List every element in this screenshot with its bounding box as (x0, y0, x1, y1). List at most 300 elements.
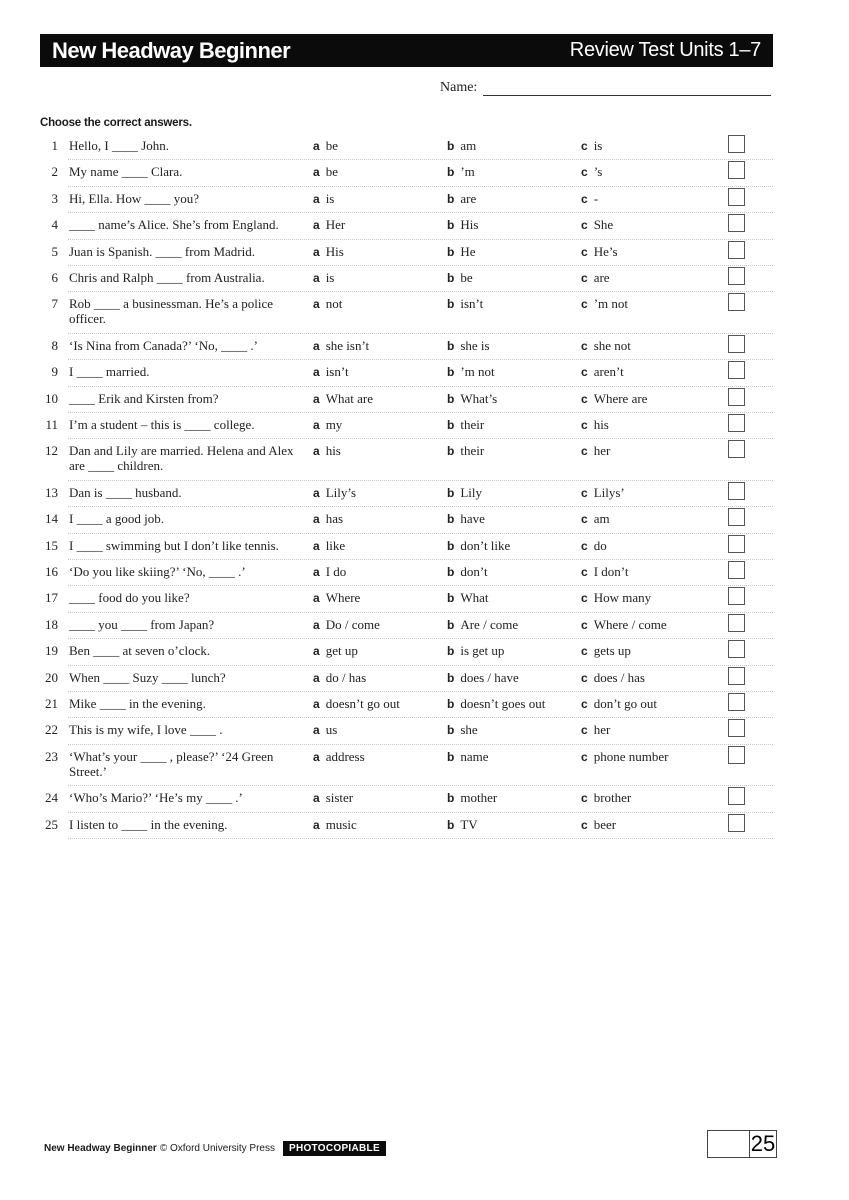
option-letter: b (447, 723, 455, 738)
option-c[interactable] (581, 217, 613, 233)
option-a[interactable] (313, 364, 349, 380)
option-text: brother (593, 790, 632, 806)
option-a[interactable] (313, 617, 380, 633)
option-b[interactable] (447, 244, 476, 260)
option-b[interactable] (447, 590, 489, 606)
question-list (40, 134, 773, 839)
option-letter: a (313, 365, 320, 380)
option-letter: c (581, 139, 588, 153)
question-text: Dan is ____ husband. (69, 484, 182, 500)
question-number: 10 (45, 390, 58, 406)
question-number: 20 (45, 669, 58, 685)
option-a[interactable] (313, 338, 369, 354)
option-a[interactable] (313, 696, 400, 712)
option-letter: b (447, 485, 455, 500)
option-text: she is (460, 337, 490, 353)
option-a[interactable] (313, 391, 373, 407)
question-number: 22 (45, 722, 58, 738)
header-bar (40, 34, 773, 67)
answer-checkbox[interactable] (728, 719, 745, 737)
option-c[interactable] (581, 817, 616, 833)
option-c[interactable] (581, 296, 628, 312)
option-letter: a (313, 512, 320, 527)
question-number: 18 (45, 616, 58, 632)
option-text: phone number (593, 748, 669, 764)
option-b[interactable] (447, 722, 478, 738)
answer-checkbox[interactable] (728, 561, 745, 579)
option-letter: b (447, 338, 455, 353)
option-letter: c (581, 338, 588, 353)
option-text: She (593, 217, 614, 233)
option-letter: a (313, 749, 320, 764)
option-b[interactable] (447, 338, 490, 354)
option-letter: b (447, 644, 455, 659)
option-c[interactable] (581, 564, 628, 580)
option-letter: b (447, 418, 455, 433)
option-text: Lilys’ (593, 484, 625, 500)
option-text: What (460, 590, 489, 606)
answer-checkbox[interactable] (728, 482, 745, 500)
option-text: What’s (460, 390, 498, 406)
question-text: I ____ swimming but I don’t like tennis. (69, 537, 279, 553)
answer-checkbox[interactable] (728, 335, 745, 353)
question-row (51, 160, 773, 186)
question-text: ‘Who’s Mario?’ ‘He’s my ____ .’ (69, 790, 243, 806)
question-text: I ____ a good job. (69, 511, 164, 527)
question-row (45, 534, 773, 560)
option-a[interactable] (313, 270, 334, 286)
option-a[interactable] (313, 590, 360, 606)
option-text: Where are (593, 390, 648, 406)
option-text: doesn’t go out (325, 696, 400, 712)
option-letter: c (581, 218, 588, 233)
option-text: his (593, 417, 609, 433)
option-letter: c (581, 391, 588, 406)
option-c[interactable] (581, 270, 610, 286)
option-letter: a (313, 697, 320, 712)
option-text: isn’t (325, 364, 349, 380)
question-number: 11 (45, 417, 58, 433)
answer-checkbox[interactable] (728, 440, 745, 458)
option-b[interactable] (447, 217, 478, 233)
option-letter: b (447, 191, 455, 206)
option-letter: a (313, 723, 320, 738)
option-letter: c (581, 817, 588, 832)
option-text: His (325, 243, 344, 259)
photocopiable-badge: PHOTOCOPIABLE (283, 1141, 386, 1156)
option-letter: a (313, 670, 320, 685)
option-letter: b (447, 270, 455, 285)
option-c[interactable] (581, 538, 607, 554)
answer-checkbox[interactable] (728, 267, 745, 285)
option-text: be (325, 164, 338, 180)
question-row (51, 187, 773, 213)
option-letter: b (447, 244, 455, 259)
option-text: their (460, 417, 485, 433)
question-row (45, 560, 773, 586)
option-text: - (593, 190, 599, 206)
question-number: 23 (45, 748, 58, 764)
answer-checkbox[interactable] (728, 293, 745, 311)
answer-checkbox[interactable] (728, 787, 745, 805)
option-letter: b (447, 139, 455, 153)
option-a[interactable] (313, 485, 356, 501)
option-b[interactable] (447, 564, 488, 580)
option-b[interactable] (447, 485, 482, 501)
option-letter: c (581, 723, 588, 738)
question-row (45, 413, 773, 439)
option-text: not (325, 296, 343, 312)
question-text: I ____ married. (69, 364, 150, 380)
answer-checkbox[interactable] (728, 135, 745, 153)
option-letter: a (313, 165, 320, 180)
question-row (51, 213, 773, 239)
option-letter: b (447, 512, 455, 527)
option-text: Her (325, 217, 346, 233)
option-letter: c (581, 191, 588, 206)
option-text: are (460, 190, 477, 206)
option-a[interactable] (313, 670, 366, 686)
question-row (51, 134, 773, 160)
question-number: 25 (45, 816, 58, 832)
option-text: name (460, 748, 489, 764)
option-a[interactable] (313, 443, 341, 459)
option-b[interactable] (447, 670, 519, 686)
option-text: Where (325, 590, 361, 606)
option-text: music (325, 816, 357, 832)
option-letter: a (313, 565, 320, 580)
question-row (51, 266, 773, 292)
option-text: she not (593, 337, 631, 353)
question-text: Hello, I ____ John. (69, 138, 170, 153)
option-letter: a (313, 591, 320, 606)
option-letter: c (581, 270, 588, 285)
question-text: This is my wife, I love ____ . (69, 722, 223, 738)
name-label: Name: (440, 80, 478, 95)
option-letter: b (447, 791, 455, 806)
option-b[interactable] (447, 391, 497, 407)
option-c[interactable] (581, 749, 668, 765)
option-letter: a (313, 538, 320, 553)
option-c[interactable] (581, 790, 631, 806)
question-number: 17 (45, 590, 58, 606)
option-text: am (460, 138, 477, 153)
option-b[interactable] (447, 270, 473, 286)
option-b[interactable] (447, 817, 478, 833)
document-title: New Headway Beginner (52, 37, 291, 63)
option-b[interactable] (447, 417, 484, 433)
option-letter: a (313, 338, 320, 353)
option-letter: a (313, 817, 320, 832)
option-letter: a (313, 485, 320, 500)
option-a[interactable] (313, 564, 346, 580)
name-field[interactable] (440, 80, 771, 96)
question-text: When ____ Suzy ____ lunch? (69, 669, 226, 685)
option-b[interactable] (447, 696, 545, 712)
footer-brand: New Headway Beginner (44, 1143, 157, 1154)
option-text: address (325, 748, 365, 764)
option-c[interactable] (581, 443, 610, 459)
option-text: beer (593, 816, 617, 832)
option-letter: b (447, 297, 455, 312)
option-letter: a (313, 139, 320, 153)
question-number: 12 (45, 443, 58, 459)
option-text: don’t like (460, 537, 511, 553)
option-a[interactable] (313, 643, 358, 659)
option-b[interactable] (447, 617, 518, 633)
question-text: Dan and Lily are married. Helena and Alex are ____ children. (69, 443, 294, 474)
question-text: ‘Is Nina from Canada?’ ‘No, ____ .’ (69, 337, 258, 353)
option-c[interactable] (581, 244, 618, 260)
option-text: his (325, 443, 341, 459)
option-b[interactable] (447, 138, 476, 154)
option-letter: b (447, 218, 455, 233)
answer-checkbox[interactable] (728, 640, 745, 658)
option-letter: c (581, 670, 588, 685)
option-text: ’m (460, 164, 475, 180)
option-text: sister (325, 790, 354, 806)
question-number: 9 (51, 364, 58, 380)
score-box[interactable] (708, 1131, 750, 1157)
question-number: 16 (45, 564, 58, 580)
page-number-box (707, 1130, 777, 1158)
option-text: be (460, 269, 473, 285)
answer-checkbox[interactable] (728, 508, 745, 526)
option-letter: c (581, 538, 588, 553)
option-text: her (593, 443, 611, 459)
option-text: my (325, 417, 343, 433)
question-text: Ben ____ at seven o’clock. (69, 643, 211, 659)
option-text: ’s (593, 164, 603, 180)
option-letter: c (581, 565, 588, 580)
option-c[interactable] (581, 417, 609, 433)
question-row (51, 292, 773, 334)
option-b[interactable] (447, 164, 475, 180)
answer-checkbox[interactable] (728, 746, 745, 764)
answer-checkbox[interactable] (728, 667, 745, 685)
option-text: isn’t (460, 296, 484, 312)
option-a[interactable] (313, 417, 342, 433)
answer-checkbox[interactable] (728, 414, 745, 432)
answer-checkbox[interactable] (728, 388, 745, 406)
option-text: like (325, 537, 346, 553)
option-c[interactable] (581, 643, 631, 659)
option-text: she (460, 722, 478, 738)
option-letter: b (447, 591, 455, 606)
option-letter: c (581, 749, 588, 764)
answer-checkbox[interactable] (728, 188, 745, 206)
question-row (45, 786, 773, 812)
option-letter: a (313, 391, 320, 406)
option-letter: b (447, 165, 455, 180)
question-row (45, 718, 773, 744)
option-a[interactable] (313, 217, 345, 233)
option-c[interactable] (581, 696, 657, 712)
option-text: be (325, 138, 338, 153)
question-number: 19 (45, 643, 58, 659)
option-b[interactable] (447, 443, 484, 459)
option-a[interactable] (313, 722, 337, 738)
option-text: I don’t (593, 564, 629, 580)
option-a[interactable] (313, 191, 334, 207)
answer-checkbox[interactable] (728, 693, 745, 711)
option-c[interactable] (581, 670, 645, 686)
option-letter: c (581, 297, 588, 312)
option-text: mother (460, 790, 498, 806)
option-text: her (593, 722, 611, 738)
answer-checkbox[interactable] (728, 241, 745, 259)
option-b[interactable] (447, 364, 495, 380)
option-letter: a (313, 270, 320, 285)
question-number: 7 (51, 296, 58, 312)
question-text: I’m a student – this is ____ college. (69, 417, 255, 433)
option-text: is get up (460, 643, 505, 659)
question-text: Rob ____ a businessman. He’s a police officer. (69, 296, 273, 327)
answer-checkbox[interactable] (728, 535, 745, 553)
question-text: Juan is Spanish. ____ from Madrid. (69, 243, 255, 259)
footer (44, 1141, 386, 1156)
option-letter: a (313, 791, 320, 806)
option-a[interactable] (313, 296, 342, 312)
option-c[interactable] (581, 191, 598, 207)
option-text: get up (325, 643, 358, 659)
option-letter: a (313, 244, 320, 259)
option-letter: a (313, 297, 320, 312)
option-letter: c (581, 512, 588, 527)
question-number: 5 (51, 243, 58, 259)
option-text: He (460, 243, 476, 259)
option-text: have (460, 511, 485, 527)
option-text: us (325, 722, 338, 738)
option-letter: c (581, 244, 588, 259)
question-text: Hi, Ella. How ____ you? (69, 190, 199, 206)
answer-checkbox[interactable] (728, 161, 745, 179)
option-c[interactable] (581, 511, 610, 527)
option-text: Where / come (593, 616, 667, 632)
option-a[interactable] (313, 817, 357, 833)
option-text: do (593, 537, 607, 553)
option-b[interactable] (447, 643, 504, 659)
option-c[interactable] (581, 138, 602, 154)
answer-checkbox[interactable] (728, 614, 745, 632)
option-text: does / have (460, 669, 519, 685)
question-number: 1 (51, 138, 58, 153)
answer-checkbox[interactable] (728, 361, 745, 379)
option-b[interactable] (447, 511, 485, 527)
option-text: am (593, 511, 610, 527)
option-text: gets up (593, 643, 631, 659)
option-text: How many (593, 590, 652, 606)
option-text: do / has (325, 669, 367, 685)
document-subtitle: Review Test Units 1–7 (569, 39, 761, 61)
option-letter: c (581, 791, 588, 806)
option-letter: b (447, 697, 455, 712)
page-number: 25 (750, 1131, 776, 1156)
option-c[interactable] (581, 617, 667, 633)
question-text: ____ you ____ from Japan? (69, 616, 215, 632)
option-text: does / has (593, 669, 645, 685)
question-row (45, 813, 773, 839)
option-letter: b (447, 391, 455, 406)
option-letter: b (447, 365, 455, 380)
option-text: is (593, 138, 603, 153)
option-a[interactable] (313, 538, 345, 554)
option-b[interactable] (447, 191, 476, 207)
question-number: 15 (45, 537, 58, 553)
question-text: I listen to ____ in the evening. (69, 816, 228, 832)
option-text: is (325, 190, 335, 206)
option-letter: c (581, 365, 588, 380)
option-c[interactable] (581, 590, 651, 606)
question-text: Mike ____ in the evening. (69, 696, 206, 712)
option-a[interactable] (313, 749, 365, 765)
option-text: aren’t (593, 364, 624, 380)
option-letter: b (447, 538, 455, 553)
question-row (51, 360, 773, 386)
option-b[interactable] (447, 749, 489, 765)
question-row (45, 586, 773, 612)
option-c[interactable] (581, 364, 624, 380)
option-letter: b (447, 617, 455, 632)
option-letter: a (313, 218, 320, 233)
option-text: has (325, 511, 344, 527)
option-text: doesn’t goes out (460, 696, 546, 712)
question-number: 3 (51, 190, 58, 206)
option-c[interactable] (581, 485, 625, 501)
option-letter: c (581, 165, 588, 180)
question-row (45, 439, 773, 481)
question-text: My name ____ Clara. (69, 164, 183, 180)
question-text: Chris and Ralph ____ from Australia. (69, 269, 265, 285)
answer-checkbox[interactable] (728, 814, 745, 832)
question-text: ‘Do you like skiing?’ ‘No, ____ .’ (69, 564, 246, 580)
question-row (45, 387, 773, 413)
option-letter: a (313, 644, 320, 659)
question-row (45, 481, 773, 507)
answer-checkbox[interactable] (728, 214, 745, 232)
option-a[interactable] (313, 244, 344, 260)
question-text: ____ food do you like? (69, 590, 190, 606)
option-a[interactable] (313, 790, 353, 806)
option-a[interactable] (313, 511, 343, 527)
option-b[interactable] (447, 538, 510, 554)
option-b[interactable] (447, 790, 497, 806)
question-number: 13 (45, 484, 58, 500)
option-a[interactable] (313, 138, 338, 154)
option-c[interactable] (581, 722, 610, 738)
option-text: I do (325, 564, 347, 580)
option-c[interactable] (581, 164, 602, 180)
question-number: 2 (51, 164, 58, 180)
option-a[interactable] (313, 164, 338, 180)
option-c[interactable] (581, 338, 631, 354)
answer-checkbox[interactable] (728, 587, 745, 605)
option-text: His (460, 217, 479, 233)
option-letter: c (581, 485, 588, 500)
option-b[interactable] (447, 296, 483, 312)
name-input-line[interactable] (483, 81, 771, 96)
question-number: 24 (45, 790, 58, 806)
option-letter: b (447, 670, 455, 685)
option-letter: c (581, 591, 588, 606)
question-number: 6 (51, 269, 58, 285)
question-number: 21 (45, 696, 58, 712)
option-text: TV (460, 816, 478, 832)
option-text: Lily (460, 484, 483, 500)
question-text: ‘What’s your ____ , please?’ ‘24 Green Street.’ (69, 748, 274, 779)
option-letter: a (313, 418, 320, 433)
option-c[interactable] (581, 391, 647, 407)
